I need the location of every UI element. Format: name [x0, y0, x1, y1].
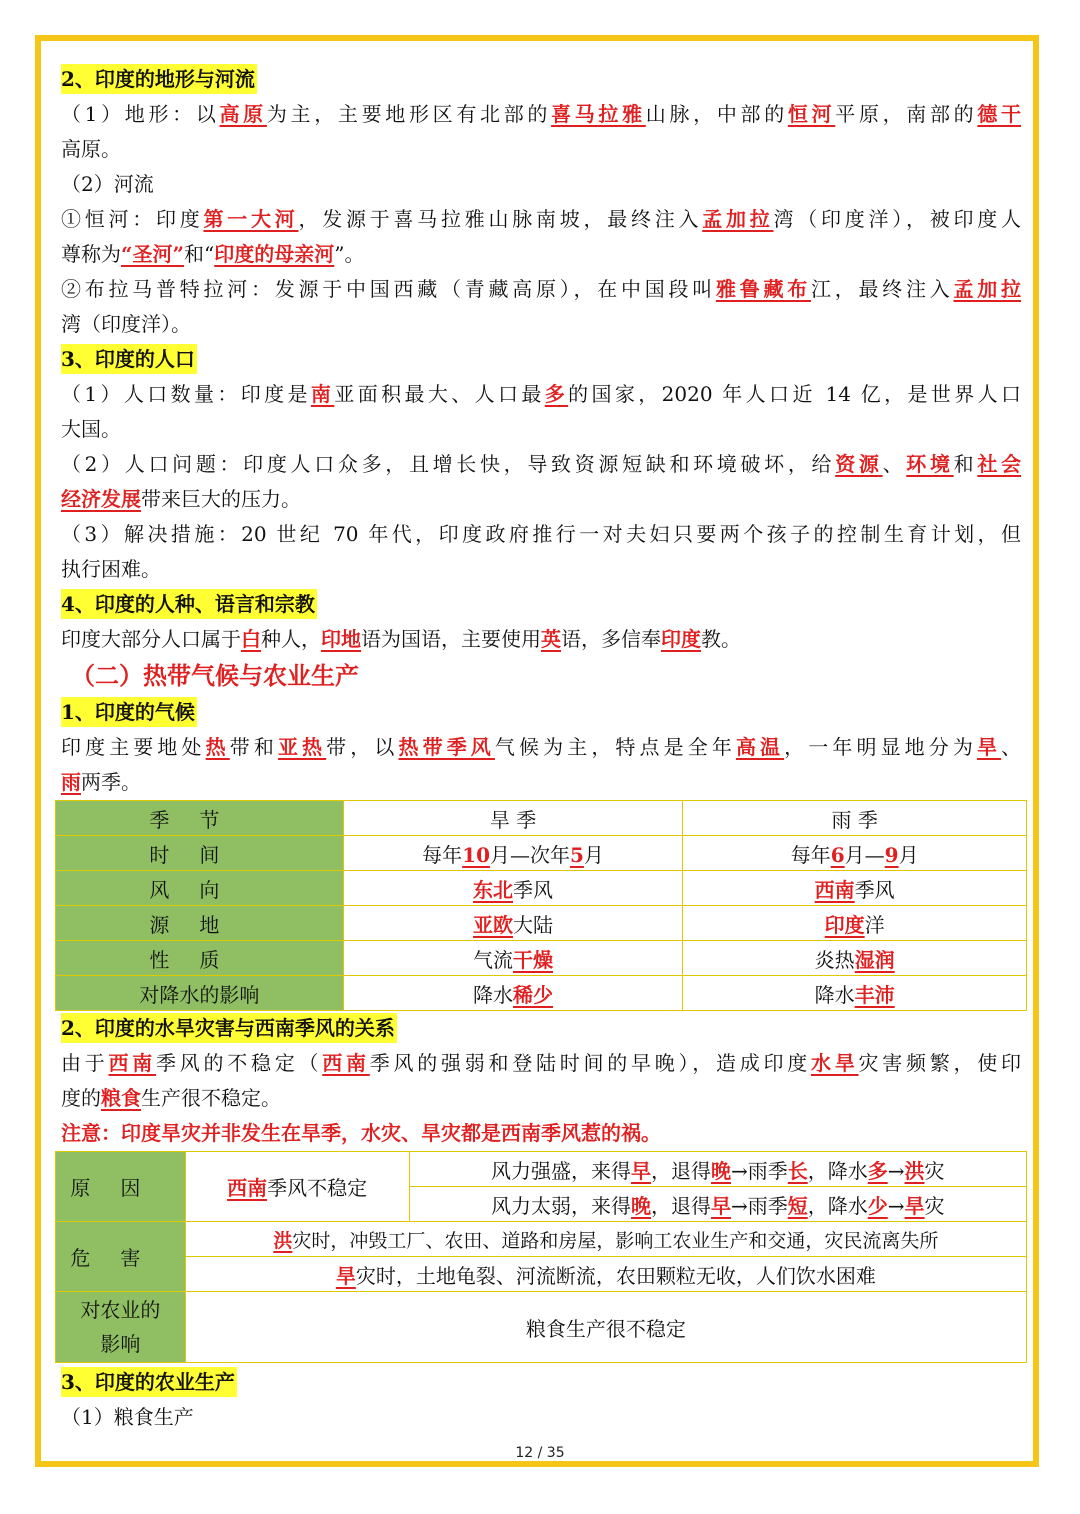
text-segment: （1）人口数量：印度是	[61, 382, 311, 406]
text-segment: 季风的强弱和登陆时间的早晚），造成印度	[369, 1051, 811, 1075]
text-segment: （3）解决措施：20 世纪 70 年代，印度政府推行一对夫妇只要两个孩子的控制生育计划，但	[61, 522, 1021, 546]
table-row	[56, 976, 1027, 1011]
keyword-text: 经济发展	[61, 487, 141, 511]
table-cell	[409, 1187, 1027, 1222]
text-segment: 执行困难。	[61, 557, 161, 581]
text-segment: 大国。	[61, 417, 121, 441]
text-segment: 危害	[70, 1246, 171, 1270]
text-segment: 湾（印度洋），被印度人	[773, 207, 1021, 231]
keyword-text: 喜马拉雅	[551, 102, 646, 126]
keyword-text: 孟加拉	[953, 277, 1021, 301]
heading-floods-droughts: 2、印度的水旱灾害与西南季风的关系	[61, 1013, 397, 1043]
text-segment: 灾	[924, 1193, 945, 1218]
heading-population: 3、印度的人口	[61, 344, 197, 374]
table-row	[56, 1257, 1027, 1292]
keyword-text: 早	[710, 1193, 731, 1218]
text-segment: →	[887, 1158, 905, 1183]
text-segment: ，退得	[650, 1193, 711, 1218]
keyword-text: 晚	[630, 1193, 651, 1218]
text-segment: 山脉，中部的	[645, 102, 788, 126]
keyword-text: 多	[544, 382, 569, 406]
keyword-text: 英	[541, 627, 561, 651]
text-segment: 亚面积最大、人口最	[334, 382, 545, 406]
text-segment: 语为国语，主要使用	[361, 627, 541, 651]
text-segment: ，退得	[650, 1158, 711, 1183]
section-heading-climate-agriculture: （二）热带气候与农业生产	[71, 661, 359, 690]
table-row	[56, 1222, 1027, 1257]
text-segment: 旱 季	[343, 801, 683, 836]
keyword-text: 旱	[904, 1193, 925, 1218]
text-segment: 气流	[473, 947, 514, 972]
keyword-text: 10	[462, 842, 490, 867]
keyword-text: 短	[787, 1193, 808, 1218]
text-segment: （2）人口问题：印度人口众多，且增长快，导致资源短缺和环境破坏，给	[61, 452, 836, 476]
text-segment: 雨 季	[683, 801, 1027, 836]
text-segment: 教。	[701, 627, 741, 651]
text-segment: 风力太弱，来得	[490, 1193, 631, 1218]
table-cell	[683, 871, 1027, 906]
text-segment: （1）地形：以	[61, 102, 220, 126]
keyword-text: 第一大河	[203, 207, 299, 231]
keyword-text: 旱	[335, 1263, 356, 1288]
table-row	[56, 836, 1027, 871]
climate-paragraph	[61, 730, 1021, 800]
keyword-text: 粮食	[101, 1086, 141, 1110]
text-segment: 源地	[149, 912, 250, 937]
keyword-text: 西南	[322, 1051, 370, 1075]
table-row	[56, 871, 1027, 906]
text-segment: 灾	[924, 1158, 945, 1183]
note-text: 注意：印度旱灾并非发生在旱季，水灾、旱灾都是西南季风惹的祸。	[61, 1121, 661, 1145]
table-cell	[56, 801, 344, 836]
ganges-paragraph	[61, 202, 1021, 272]
table-cell	[343, 871, 683, 906]
text-segment: 两季。	[81, 770, 141, 794]
table-row	[56, 941, 1027, 976]
keyword-text: 丰沛	[854, 982, 895, 1007]
table-row	[56, 1152, 1027, 1187]
text-segment: 粮食生产很不稳定	[185, 1292, 1026, 1363]
text-segment: 季风不稳定	[267, 1176, 368, 1200]
keyword-text: 热	[205, 735, 230, 759]
text-segment: ①恒河：印度	[61, 207, 204, 231]
table-cell	[343, 906, 683, 941]
text-segment: 和	[953, 452, 978, 476]
keyword-text: 亚欧	[473, 912, 514, 937]
keyword-text: 雅鲁藏布	[716, 277, 811, 301]
text-segment: 为主，主要地形区有北部的	[266, 102, 552, 126]
text-segment: 降水	[473, 982, 514, 1007]
keyword-text: 环境	[906, 452, 954, 476]
keyword-text: 高温	[735, 735, 785, 759]
keyword-text: 德干	[977, 102, 1021, 126]
text-segment: 季风	[854, 877, 895, 902]
brahmaputra-paragraph	[61, 272, 1021, 342]
table-cell	[56, 1152, 186, 1222]
text-segment: 种人，	[261, 627, 321, 651]
race-language-paragraph	[61, 622, 1021, 657]
table-cell	[409, 1152, 1027, 1187]
keyword-text: 孟加拉	[702, 207, 774, 231]
text-segment: 降水	[814, 982, 855, 1007]
text-segment: 语，多信奉	[561, 627, 661, 651]
keyword-text: 东北	[473, 877, 514, 902]
keyword-text: 洪	[904, 1158, 925, 1183]
table-cell	[683, 976, 1027, 1011]
text-segment: 带和	[229, 735, 278, 759]
grain-subheading: （1）粮食生产	[61, 1405, 194, 1429]
text-segment: 月	[583, 842, 604, 867]
text-segment: 对降水的影响	[56, 976, 344, 1011]
table-cell	[185, 1257, 1026, 1292]
population-problem-paragraph	[61, 447, 1021, 517]
text-segment: 月	[898, 842, 919, 867]
keyword-text: 南	[310, 382, 335, 406]
text-segment: →	[887, 1193, 905, 1218]
text-segment: 季节	[149, 807, 250, 832]
page-number: 12 / 35	[515, 1445, 565, 1461]
text-segment: →雨季	[730, 1158, 788, 1183]
text-segment: ②布拉马普特拉河：发源于中国西藏（青藏高原），在中国段叫	[61, 277, 716, 301]
text-segment: 大陆	[513, 912, 554, 937]
text-segment: 由于	[61, 1051, 109, 1075]
text-segment: ，发源于喜马拉雅山脉南坡，最终注入	[298, 207, 703, 231]
keyword-text: 旱	[976, 735, 1002, 759]
keyword-text: 热带季风	[398, 735, 495, 759]
table-cell	[343, 941, 683, 976]
keyword-text: 资源	[835, 452, 883, 476]
text-segment: 印度主要地处	[61, 735, 206, 759]
table-cell	[56, 871, 344, 906]
keyword-text: “圣河”	[121, 242, 185, 266]
table-cell	[343, 976, 683, 1011]
table-cell	[56, 1222, 186, 1292]
text-segment: 气候为主，特点是全年	[494, 735, 736, 759]
keyword-text: 恒河	[787, 102, 836, 126]
keyword-text: 洪	[273, 1229, 293, 1252]
text-segment: ”。	[334, 242, 365, 266]
table-cell	[185, 1152, 409, 1222]
text-segment: 每年	[422, 842, 463, 867]
text-segment: 江，最终注入	[811, 277, 954, 301]
text-segment: 、	[882, 452, 907, 476]
keyword-text: 6	[830, 842, 845, 867]
table-cell	[185, 1222, 1026, 1257]
text-segment: ，降水	[807, 1158, 868, 1183]
table-cell	[683, 906, 1027, 941]
keyword-text: 水旱	[811, 1051, 859, 1075]
text-segment: 性质	[149, 947, 250, 972]
climate-season-table	[55, 800, 1027, 1011]
text-segment: 灾时，冲毁工厂、农田、道路和房屋，影响工农业生产和交通，灾民流离失所	[292, 1229, 939, 1252]
keyword-text: 亚热	[277, 735, 327, 759]
keyword-text: 干燥	[513, 947, 554, 972]
heading-agriculture: 3、印度的农业生产	[61, 1367, 237, 1397]
keyword-text: 西南	[108, 1051, 156, 1075]
population-count-paragraph	[61, 377, 1021, 447]
keyword-text: 雨	[61, 770, 81, 794]
text-segment: 高原。	[61, 137, 121, 161]
text-segment: 生产很不稳定。	[141, 1086, 281, 1110]
text-segment: ，一年明显地分为	[784, 735, 977, 759]
text-segment: 带来巨大的压力。	[141, 487, 301, 511]
text-segment: 、	[1001, 735, 1021, 759]
text-segment: 尊称为	[61, 242, 121, 266]
keyword-text: 稀少	[513, 982, 554, 1007]
text-segment: 灾害频繁，使印	[858, 1051, 1021, 1075]
population-measures-paragraph	[61, 517, 1021, 587]
monsoon-paragraph	[61, 1046, 1021, 1116]
text-segment: ，降水	[807, 1193, 868, 1218]
keyword-text: 印度	[661, 627, 701, 651]
keyword-text: 9	[884, 842, 899, 867]
keyword-text: 西南	[227, 1176, 268, 1200]
keyword-text: 白	[241, 627, 261, 651]
text-segment: 风力强盛，来得	[490, 1158, 631, 1183]
text-segment: 和“	[184, 242, 215, 266]
table-cell	[683, 836, 1027, 871]
text-segment: 带，以	[326, 735, 399, 759]
keyword-text: 5	[570, 842, 584, 867]
keyword-text: 湿润	[854, 947, 895, 972]
text-segment: 的国家，2020 年人口近 14 亿，是世界人口	[568, 382, 1021, 406]
table-row	[56, 1292, 1027, 1363]
heading-terrain-rivers: 2、印度的地形与河流	[61, 64, 257, 94]
disaster-table	[55, 1151, 1027, 1363]
table-cell	[56, 1292, 186, 1363]
heading-race-language-religion: 4、印度的人种、语言和宗教	[61, 589, 317, 619]
table-cell	[343, 836, 683, 871]
text-segment: 季风	[513, 877, 554, 902]
text-segment: →雨季	[730, 1193, 788, 1218]
table-row	[56, 801, 1027, 836]
keyword-text: 晚	[710, 1158, 731, 1183]
keyword-text: 西南	[814, 877, 855, 902]
text-segment: 风向	[149, 877, 250, 902]
table-cell	[56, 836, 344, 871]
text-segment: 对农业的	[80, 1298, 161, 1322]
text-segment: 原因	[70, 1176, 171, 1200]
keyword-text: 高原	[219, 102, 267, 126]
text-segment: 洋	[864, 912, 885, 937]
table-cell	[683, 941, 1027, 976]
text-segment: 影响	[100, 1332, 141, 1356]
text-segment: 月—	[844, 842, 885, 867]
text-segment: 印度大部分人口属于	[61, 627, 241, 651]
terrain-paragraph	[61, 97, 1021, 167]
text-segment: 度的	[61, 1086, 101, 1110]
text-segment: 湾（印度洋）。	[61, 312, 191, 336]
document-content	[61, 62, 1021, 1435]
keyword-text: 印度的母亲河	[214, 242, 335, 266]
text-segment: 季风的不稳定（	[156, 1051, 323, 1075]
keyword-text: 印地	[321, 627, 361, 651]
text-segment: 炎热	[814, 947, 855, 972]
text-segment: 灾时，土地龟裂、河流断流，农田颗粒无收，人们饮水困难	[355, 1263, 876, 1288]
text-segment: 月—次年	[490, 842, 570, 867]
keyword-text: 少	[867, 1193, 888, 1218]
keyword-text: 长	[787, 1158, 808, 1183]
text-segment: 平原，南部的	[835, 102, 978, 126]
text-segment: 时间	[149, 842, 250, 867]
keyword-text: 印度	[824, 912, 865, 937]
table-cell	[56, 906, 344, 941]
table-cell	[56, 941, 344, 976]
text-segment: 每年	[790, 842, 831, 867]
rivers-subheading: （2）河流	[61, 172, 154, 196]
table-row	[56, 906, 1027, 941]
heading-climate: 1、印度的气候	[61, 697, 197, 727]
keyword-text: 社会	[977, 452, 1021, 476]
keyword-text: 早	[630, 1158, 651, 1183]
keyword-text: 多	[867, 1158, 888, 1183]
